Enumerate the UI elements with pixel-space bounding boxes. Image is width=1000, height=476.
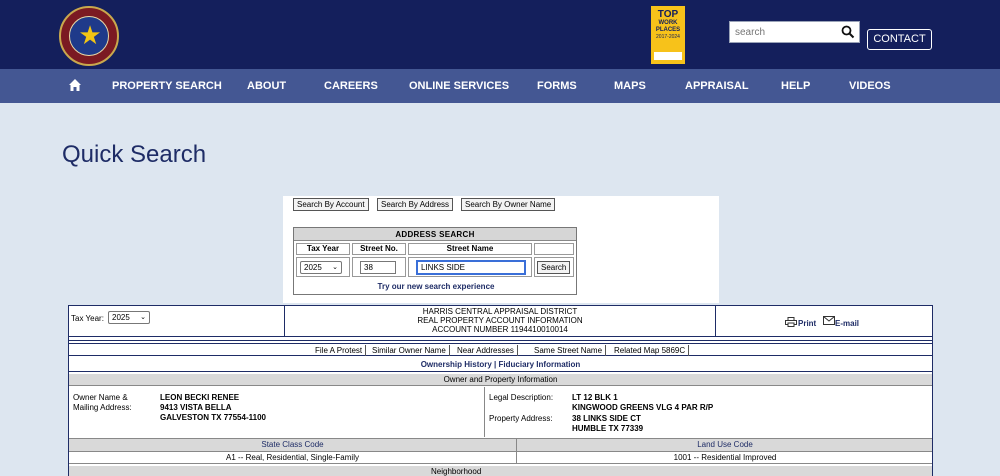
street-name-input[interactable]: LINKS SIDE xyxy=(416,260,526,275)
search-by-account-button[interactable]: Search By Account xyxy=(293,198,369,211)
land-use-value: 1001 -- Residential Improved xyxy=(673,453,777,462)
district-name: HARRIS CENTRAL APPRAISAL DISTRICT xyxy=(422,307,578,316)
account-actions-row xyxy=(69,343,932,356)
ownership-links-row xyxy=(69,358,932,372)
property-address-label: Property Address: xyxy=(489,414,553,423)
class-value-row xyxy=(69,451,932,464)
next-header-row xyxy=(69,466,932,476)
chevron-down-icon: ⌄ xyxy=(332,264,338,271)
chevron-down-icon: ⌄ xyxy=(140,314,146,321)
address-search-table xyxy=(293,227,577,295)
badge-top-text: TOP xyxy=(657,9,679,20)
legal-line1: LT 12 BLK 1 xyxy=(572,393,618,402)
account-info-box xyxy=(68,305,933,476)
owner-name: LEON BECKI RENEE xyxy=(160,393,240,402)
owner-label-line2: Mailing Address: xyxy=(73,403,132,412)
owner-property-header: Owner and Property Information xyxy=(69,374,932,386)
page-title: Quick Search xyxy=(62,141,207,168)
seal-inner xyxy=(69,16,109,56)
account-info-title: REAL PROPERTY ACCOUNT INFORMATION xyxy=(417,316,583,325)
search-by-owner-button[interactable]: Search By Owner Name xyxy=(461,198,555,211)
column-divider xyxy=(484,387,485,437)
star-icon: ★ xyxy=(78,21,102,51)
main-nav xyxy=(0,69,1000,103)
property-address xyxy=(572,414,643,434)
nav-property-search[interactable]: PROPERTY SEARCH xyxy=(112,80,222,92)
related-map-button[interactable]: Related Map 5869C xyxy=(611,345,689,356)
badge-footer xyxy=(654,52,682,60)
ownership-history-link[interactable]: Ownership History xyxy=(420,360,492,369)
tax-year-label: Tax Year: xyxy=(71,314,104,323)
file-protest-button[interactable]: File A Protest xyxy=(312,345,366,356)
nav-maps[interactable]: MAPS xyxy=(614,80,646,92)
account-number: ACCOUNT NUMBER 1194410010014 xyxy=(432,325,568,334)
owner-address xyxy=(160,393,266,423)
property-address-line2: HUMBLE TX 77339 xyxy=(572,424,644,433)
badge-mid-text: WORK PLACES xyxy=(655,20,681,33)
site-search xyxy=(729,21,860,43)
near-addresses-button[interactable]: Near Addresses xyxy=(454,345,518,356)
badge-years-text: 2017-2024 xyxy=(656,34,680,40)
divider xyxy=(69,340,932,342)
search-input[interactable] xyxy=(730,22,840,42)
nav-help[interactable]: HELP xyxy=(781,80,811,92)
neighborhood-header: Neighborhood xyxy=(431,467,482,476)
search-by-address-button[interactable]: Search By Address xyxy=(377,198,453,211)
search-icon[interactable] xyxy=(841,25,855,39)
nav-videos[interactable]: VIDEOS xyxy=(849,80,891,92)
top-workplaces-badge xyxy=(651,6,685,64)
tax-year-select[interactable] xyxy=(300,261,342,274)
email-icon[interactable] xyxy=(823,316,835,325)
col-blank xyxy=(534,243,574,255)
address-search-heading: ADDRESS SEARCH xyxy=(294,228,576,241)
col-street-name: Street Name xyxy=(408,243,532,255)
owner-label xyxy=(73,393,132,413)
nav-about[interactable]: ABOUT xyxy=(247,80,287,92)
hcad-seal-logo[interactable] xyxy=(59,6,119,66)
contact-button[interactable]: CONTACT xyxy=(867,29,932,50)
quick-search-panel xyxy=(283,196,719,303)
owner-property-row xyxy=(69,387,932,437)
tax-year-value: 2025 xyxy=(304,263,322,272)
separator: | xyxy=(494,360,499,369)
account-header-block xyxy=(284,306,716,337)
account-tax-year-value: 2025 xyxy=(112,313,130,322)
nav-forms[interactable]: FORMS xyxy=(537,80,577,92)
email-link[interactable]: E-mail xyxy=(835,319,860,328)
owner-city: GALVESTON TX 77554-1100 xyxy=(160,413,266,422)
state-class-value: A1 -- Real, Residential, Single-Family xyxy=(69,452,517,464)
home-icon[interactable] xyxy=(68,78,82,92)
owner-label-line1: Owner Name & xyxy=(73,393,128,402)
similar-owner-button[interactable]: Similar Owner Name xyxy=(369,345,450,356)
owner-street: 9413 VISTA BELLA xyxy=(160,403,232,412)
site-header xyxy=(0,0,1000,69)
legal-description xyxy=(572,393,713,413)
print-link[interactable]: Print xyxy=(798,319,817,328)
class-header-row xyxy=(69,438,932,451)
new-search-experience-link[interactable]: Try our new search experience xyxy=(377,282,495,291)
land-use-header: Land Use Code xyxy=(697,440,753,449)
col-tax-year: Tax Year xyxy=(296,243,350,255)
street-no-input[interactable]: 38 xyxy=(360,261,396,274)
nav-appraisal[interactable]: APPRAISAL xyxy=(685,80,749,92)
account-tax-year-select[interactable] xyxy=(108,311,150,324)
same-street-button[interactable]: Same Street Name xyxy=(531,345,606,356)
fiduciary-info-link[interactable]: Fiduciary Information xyxy=(498,360,581,369)
col-street-no: Street No. xyxy=(352,243,406,255)
printer-icon[interactable] xyxy=(785,317,797,327)
account-top-row xyxy=(69,306,932,337)
nav-online-services[interactable]: ONLINE SERVICES xyxy=(409,80,510,92)
legal-label: Legal Description: xyxy=(489,393,554,402)
address-search-button[interactable]: Search xyxy=(537,261,570,274)
state-class-header: State Class Code xyxy=(69,439,517,452)
property-address-line1: 38 LINKS SIDE CT xyxy=(572,414,641,423)
legal-line2: KINGWOOD GREENS VLG 4 PAR R/P xyxy=(572,403,714,412)
nav-careers[interactable]: CAREERS xyxy=(324,80,378,92)
